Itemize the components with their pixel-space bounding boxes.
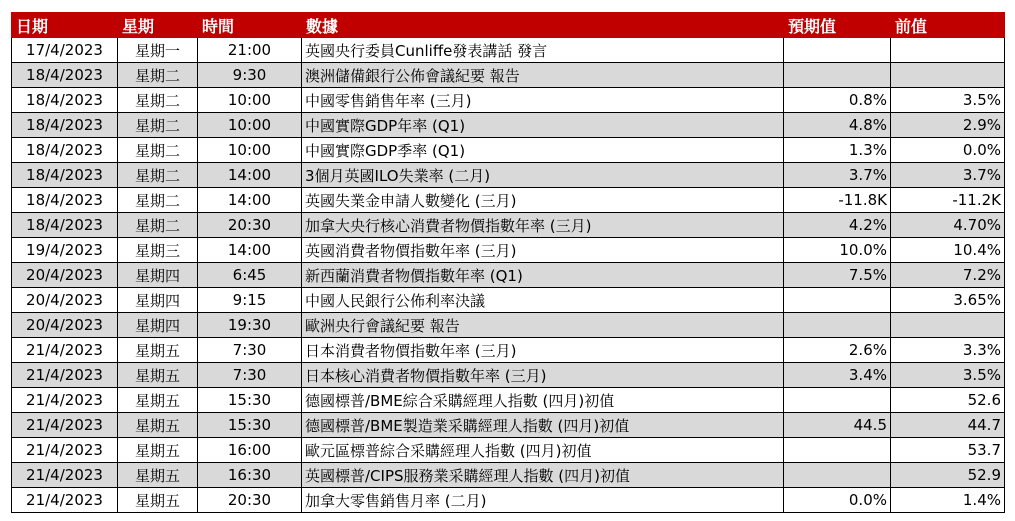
cell-time: 15:30: [198, 413, 302, 438]
cell-forecast: [784, 463, 891, 488]
cell-weekday: 星期五: [118, 338, 198, 363]
table-row: [12, 113, 1005, 138]
cell-date: 18/4/2023: [12, 213, 118, 238]
cell-forecast: [784, 38, 891, 63]
cell-date: 18/4/2023: [12, 163, 118, 188]
cell-date: 20/4/2023: [12, 263, 118, 288]
header-date: 日期: [12, 13, 118, 38]
cell-weekday: 星期四: [118, 313, 198, 338]
cell-time: 14:00: [198, 238, 302, 263]
cell-event: 中國實際GDP季率 (Q1): [302, 138, 784, 163]
cell-previous: -11.2K: [891, 188, 1005, 213]
cell-event: 加拿大央行核心消費者物價指數年率 (三月): [302, 213, 784, 238]
header-event: 數據: [302, 13, 784, 38]
cell-time: 19:30: [198, 313, 302, 338]
table-header-row: [12, 13, 1005, 38]
cell-event: 英國央行委員Cunliffe發表講話 發言: [302, 38, 784, 63]
table-row: [12, 138, 1005, 163]
cell-event: 中國實際GDP年率 (Q1): [302, 113, 784, 138]
cell-date: 21/4/2023: [12, 338, 118, 363]
cell-time: 6:45: [198, 263, 302, 288]
cell-forecast: [784, 438, 891, 463]
cell-date: 18/4/2023: [12, 188, 118, 213]
cell-previous: 3.5%: [891, 363, 1005, 388]
cell-previous: 52.6: [891, 388, 1005, 413]
cell-forecast: [784, 388, 891, 413]
table-row: [12, 288, 1005, 313]
cell-weekday: 星期五: [118, 363, 198, 388]
cell-weekday: 星期四: [118, 263, 198, 288]
cell-date: 17/4/2023: [12, 38, 118, 63]
header-forecast: 預期值: [784, 13, 891, 38]
header-previous: 前值: [891, 13, 1005, 38]
cell-time: 10:00: [198, 113, 302, 138]
cell-previous: 3.7%: [891, 163, 1005, 188]
cell-previous: 2.9%: [891, 113, 1005, 138]
cell-time: 10:00: [198, 88, 302, 113]
cell-forecast: [784, 313, 891, 338]
cell-time: 10:00: [198, 138, 302, 163]
cell-date: 21/4/2023: [12, 463, 118, 488]
table-row: [12, 263, 1005, 288]
cell-date: 18/4/2023: [12, 88, 118, 113]
cell-date: 20/4/2023: [12, 313, 118, 338]
table-row: [12, 188, 1005, 213]
cell-time: 7:30: [198, 338, 302, 363]
cell-forecast: 0.0%: [784, 488, 891, 513]
cell-event: 英國標普/CIPS服務業采購經理人指數 (四月)初值: [302, 463, 784, 488]
table-row: [12, 88, 1005, 113]
table-row: [12, 488, 1005, 513]
cell-weekday: 星期二: [118, 113, 198, 138]
table-body: [12, 38, 1005, 513]
header-time: 時間: [198, 13, 302, 38]
cell-previous: 7.2%: [891, 263, 1005, 288]
cell-previous: 44.7: [891, 413, 1005, 438]
cell-forecast: 1.3%: [784, 138, 891, 163]
cell-weekday: 星期五: [118, 488, 198, 513]
table-row: [12, 463, 1005, 488]
cell-weekday: 星期五: [118, 388, 198, 413]
cell-time: 14:00: [198, 163, 302, 188]
cell-event: 新西蘭消費者物價指數年率 (Q1): [302, 263, 784, 288]
cell-weekday: 星期五: [118, 413, 198, 438]
cell-date: 21/4/2023: [12, 413, 118, 438]
cell-date: 21/4/2023: [12, 363, 118, 388]
cell-event: 歐元區標普綜合采購經理人指數 (四月)初值: [302, 438, 784, 463]
cell-weekday: 星期二: [118, 138, 198, 163]
cell-event: 德國標普/BME綜合采購經理人指數 (四月)初值: [302, 388, 784, 413]
cell-previous: 53.7: [891, 438, 1005, 463]
cell-previous: [891, 313, 1005, 338]
cell-weekday: 星期五: [118, 438, 198, 463]
table-row: [12, 163, 1005, 188]
cell-event: 歐洲央行會議紀要 報告: [302, 313, 784, 338]
cell-time: 9:15: [198, 288, 302, 313]
cell-weekday: 星期一: [118, 38, 198, 63]
cell-weekday: 星期二: [118, 213, 198, 238]
cell-time: 9:30: [198, 63, 302, 88]
cell-forecast: 3.4%: [784, 363, 891, 388]
cell-previous: [891, 63, 1005, 88]
cell-date: 18/4/2023: [12, 138, 118, 163]
cell-weekday: 星期二: [118, 188, 198, 213]
cell-forecast: 0.8%: [784, 88, 891, 113]
cell-previous: 3.65%: [891, 288, 1005, 313]
cell-weekday: 星期四: [118, 288, 198, 313]
cell-event: 3個月英國ILO失業率 (二月): [302, 163, 784, 188]
cell-previous: 0.0%: [891, 138, 1005, 163]
cell-date: 18/4/2023: [12, 113, 118, 138]
cell-forecast: 2.6%: [784, 338, 891, 363]
cell-forecast: -11.8K: [784, 188, 891, 213]
header-weekday: 星期: [118, 13, 198, 38]
cell-forecast: [784, 288, 891, 313]
cell-previous: [891, 38, 1005, 63]
cell-weekday: 星期五: [118, 463, 198, 488]
cell-event: 日本核心消費者物價指數年率 (三月): [302, 363, 784, 388]
cell-forecast: [784, 63, 891, 88]
cell-event: 中國零售銷售年率 (三月): [302, 88, 784, 113]
cell-time: 7:30: [198, 363, 302, 388]
table-row: [12, 438, 1005, 463]
table-row: [12, 238, 1005, 263]
table-row: [12, 38, 1005, 63]
cell-time: 16:30: [198, 463, 302, 488]
cell-forecast: 10.0%: [784, 238, 891, 263]
table-row: [12, 363, 1005, 388]
cell-weekday: 星期二: [118, 88, 198, 113]
cell-weekday: 星期二: [118, 163, 198, 188]
cell-previous: 3.3%: [891, 338, 1005, 363]
cell-previous: 10.4%: [891, 238, 1005, 263]
cell-date: 21/4/2023: [12, 488, 118, 513]
cell-event: 英國消費者物價指數年率 (三月): [302, 238, 784, 263]
cell-event: 日本消費者物價指數年率 (三月): [302, 338, 784, 363]
cell-date: 20/4/2023: [12, 288, 118, 313]
cell-forecast: 4.2%: [784, 213, 891, 238]
cell-forecast: 4.8%: [784, 113, 891, 138]
cell-forecast: 7.5%: [784, 263, 891, 288]
cell-time: 16:00: [198, 438, 302, 463]
cell-event: 英國失業金申請人數變化 (三月): [302, 188, 784, 213]
cell-event: 中國人民銀行公佈利率決議: [302, 288, 784, 313]
cell-forecast: 44.5: [784, 413, 891, 438]
table-row: [12, 213, 1005, 238]
table-row: [12, 63, 1005, 88]
cell-date: 18/4/2023: [12, 63, 118, 88]
table-row: [12, 338, 1005, 363]
table-row: [12, 413, 1005, 438]
cell-event: 加拿大零售銷售月率 (二月): [302, 488, 784, 513]
cell-weekday: 星期二: [118, 63, 198, 88]
cell-date: 19/4/2023: [12, 238, 118, 263]
cell-date: 21/4/2023: [12, 438, 118, 463]
cell-date: 21/4/2023: [12, 388, 118, 413]
cell-previous: 1.4%: [891, 488, 1005, 513]
cell-previous: 3.5%: [891, 88, 1005, 113]
cell-event: 德國標普/BME製造業采購經理人指數 (四月)初值: [302, 413, 784, 438]
cell-forecast: 3.7%: [784, 163, 891, 188]
cell-time: 20:30: [198, 488, 302, 513]
cell-previous: 4.70%: [891, 213, 1005, 238]
table-row: [12, 388, 1005, 413]
table-row: [12, 313, 1005, 338]
cell-time: 14:00: [198, 188, 302, 213]
economic-calendar-table: [11, 12, 1005, 513]
cell-event: 澳洲儲備銀行公佈會議紀要 報告: [302, 63, 784, 88]
cell-time: 15:30: [198, 388, 302, 413]
cell-time: 20:30: [198, 213, 302, 238]
cell-weekday: 星期三: [118, 238, 198, 263]
cell-time: 21:00: [198, 38, 302, 63]
cell-previous: 52.9: [891, 463, 1005, 488]
